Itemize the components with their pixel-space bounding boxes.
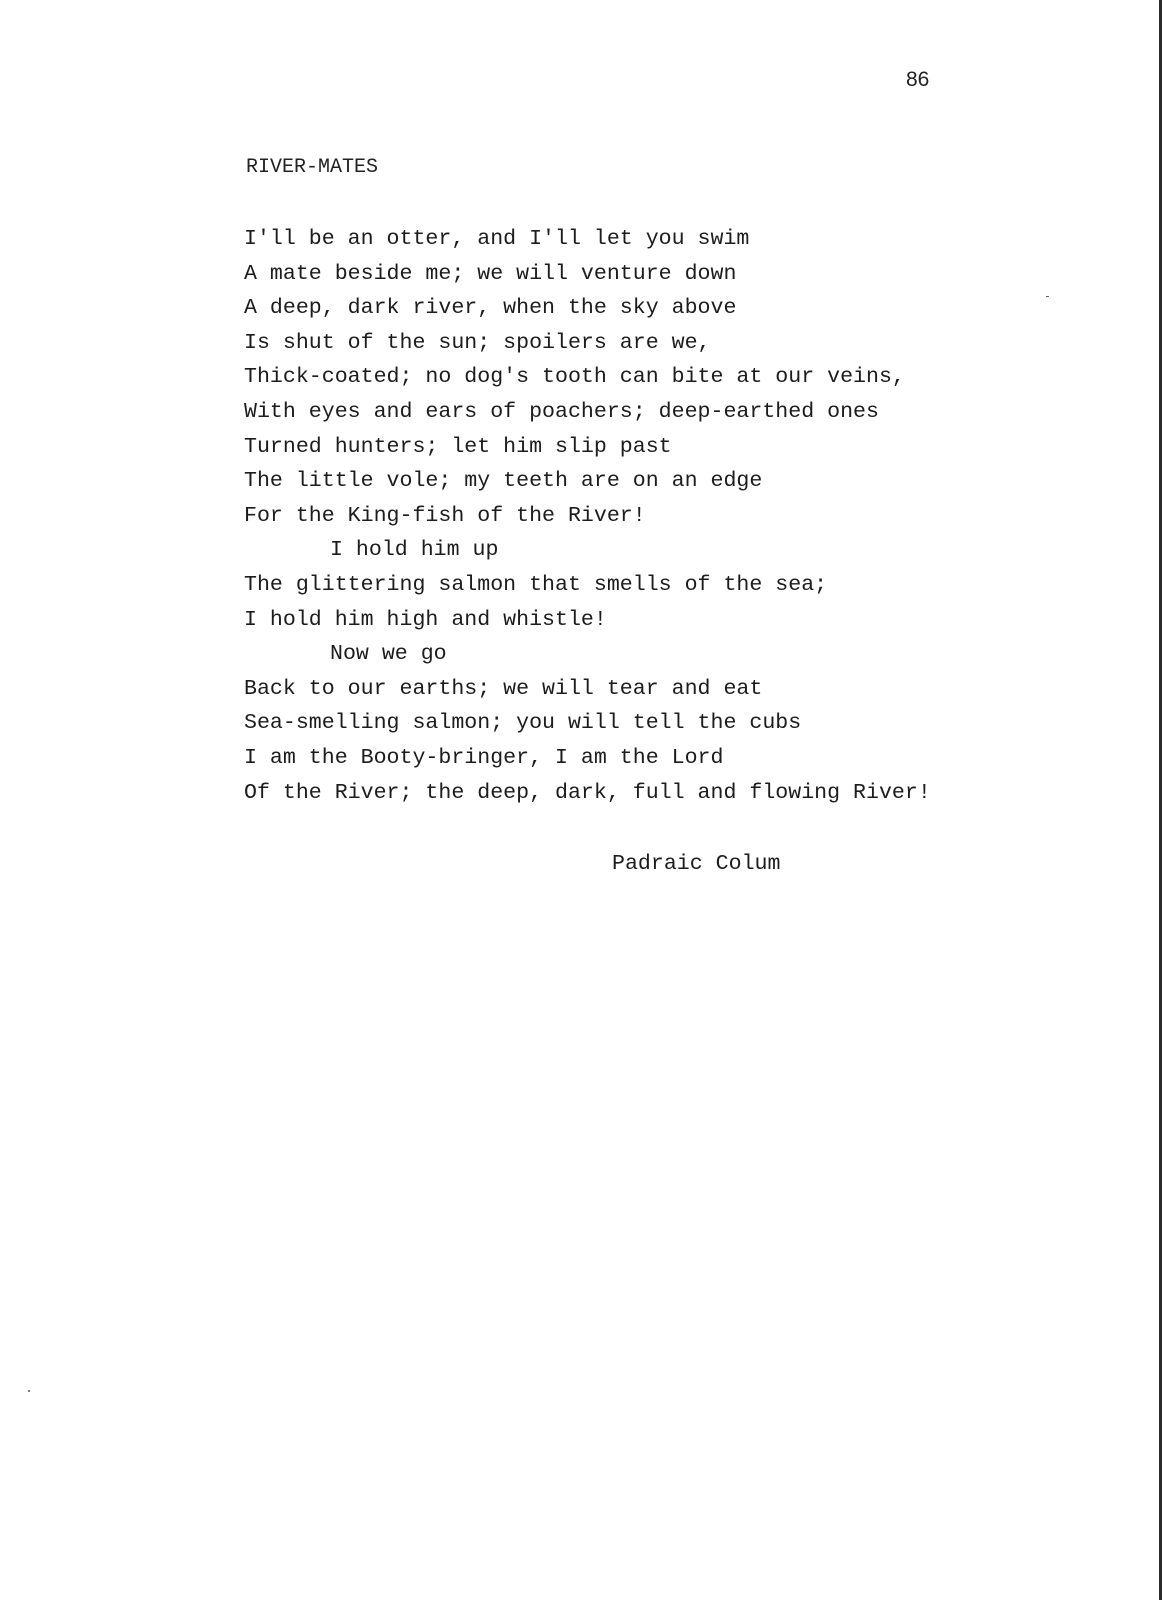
poem-author: Padraic Colum — [612, 852, 781, 876]
poem-line: Thick-coated; no dog's tooth can bite at our veins, — [244, 365, 905, 390]
poem-body — [0, 222, 1162, 810]
poem-line: For the King-fish of the River! — [244, 503, 646, 528]
poem-line: I hold him up — [330, 538, 499, 563]
poem-line: Is shut of the sun; spoilers are we, — [244, 330, 711, 355]
scan-speck — [1046, 296, 1049, 297]
poem-line: A mate beside me; we will venture down — [244, 261, 737, 286]
poem-line: Of the River; the deep, dark, full and flowing River! — [244, 780, 931, 805]
poem-line: I hold him high and whistle! — [244, 607, 607, 632]
poem-line: The glittering salmon that smells of the sea; — [244, 572, 828, 597]
poem-line: A deep, dark river, when the sky above — [244, 296, 737, 321]
poem-line: Sea-smelling salmon; you will tell the cubs — [244, 711, 802, 736]
poem-line: Back to our earths; we will tear and eat — [244, 676, 763, 701]
scan-speck — [28, 1390, 30, 1392]
poem-line: Turned hunters; let him slip past — [244, 434, 672, 459]
page-number: 86 — [906, 68, 930, 91]
poem-line: I am the Booty-bringer, I am the Lord — [244, 745, 724, 770]
poem-line: The little vole; my teeth are on an edge — [244, 469, 763, 494]
poem-line: Now we go — [330, 642, 447, 667]
poem-line: I'll be an otter, and I'll let you swim — [244, 227, 750, 251]
poem-title: RIVER-MATES — [246, 156, 379, 179]
poem-line: With eyes and ears of poachers; deep-earthed ones — [244, 399, 879, 424]
